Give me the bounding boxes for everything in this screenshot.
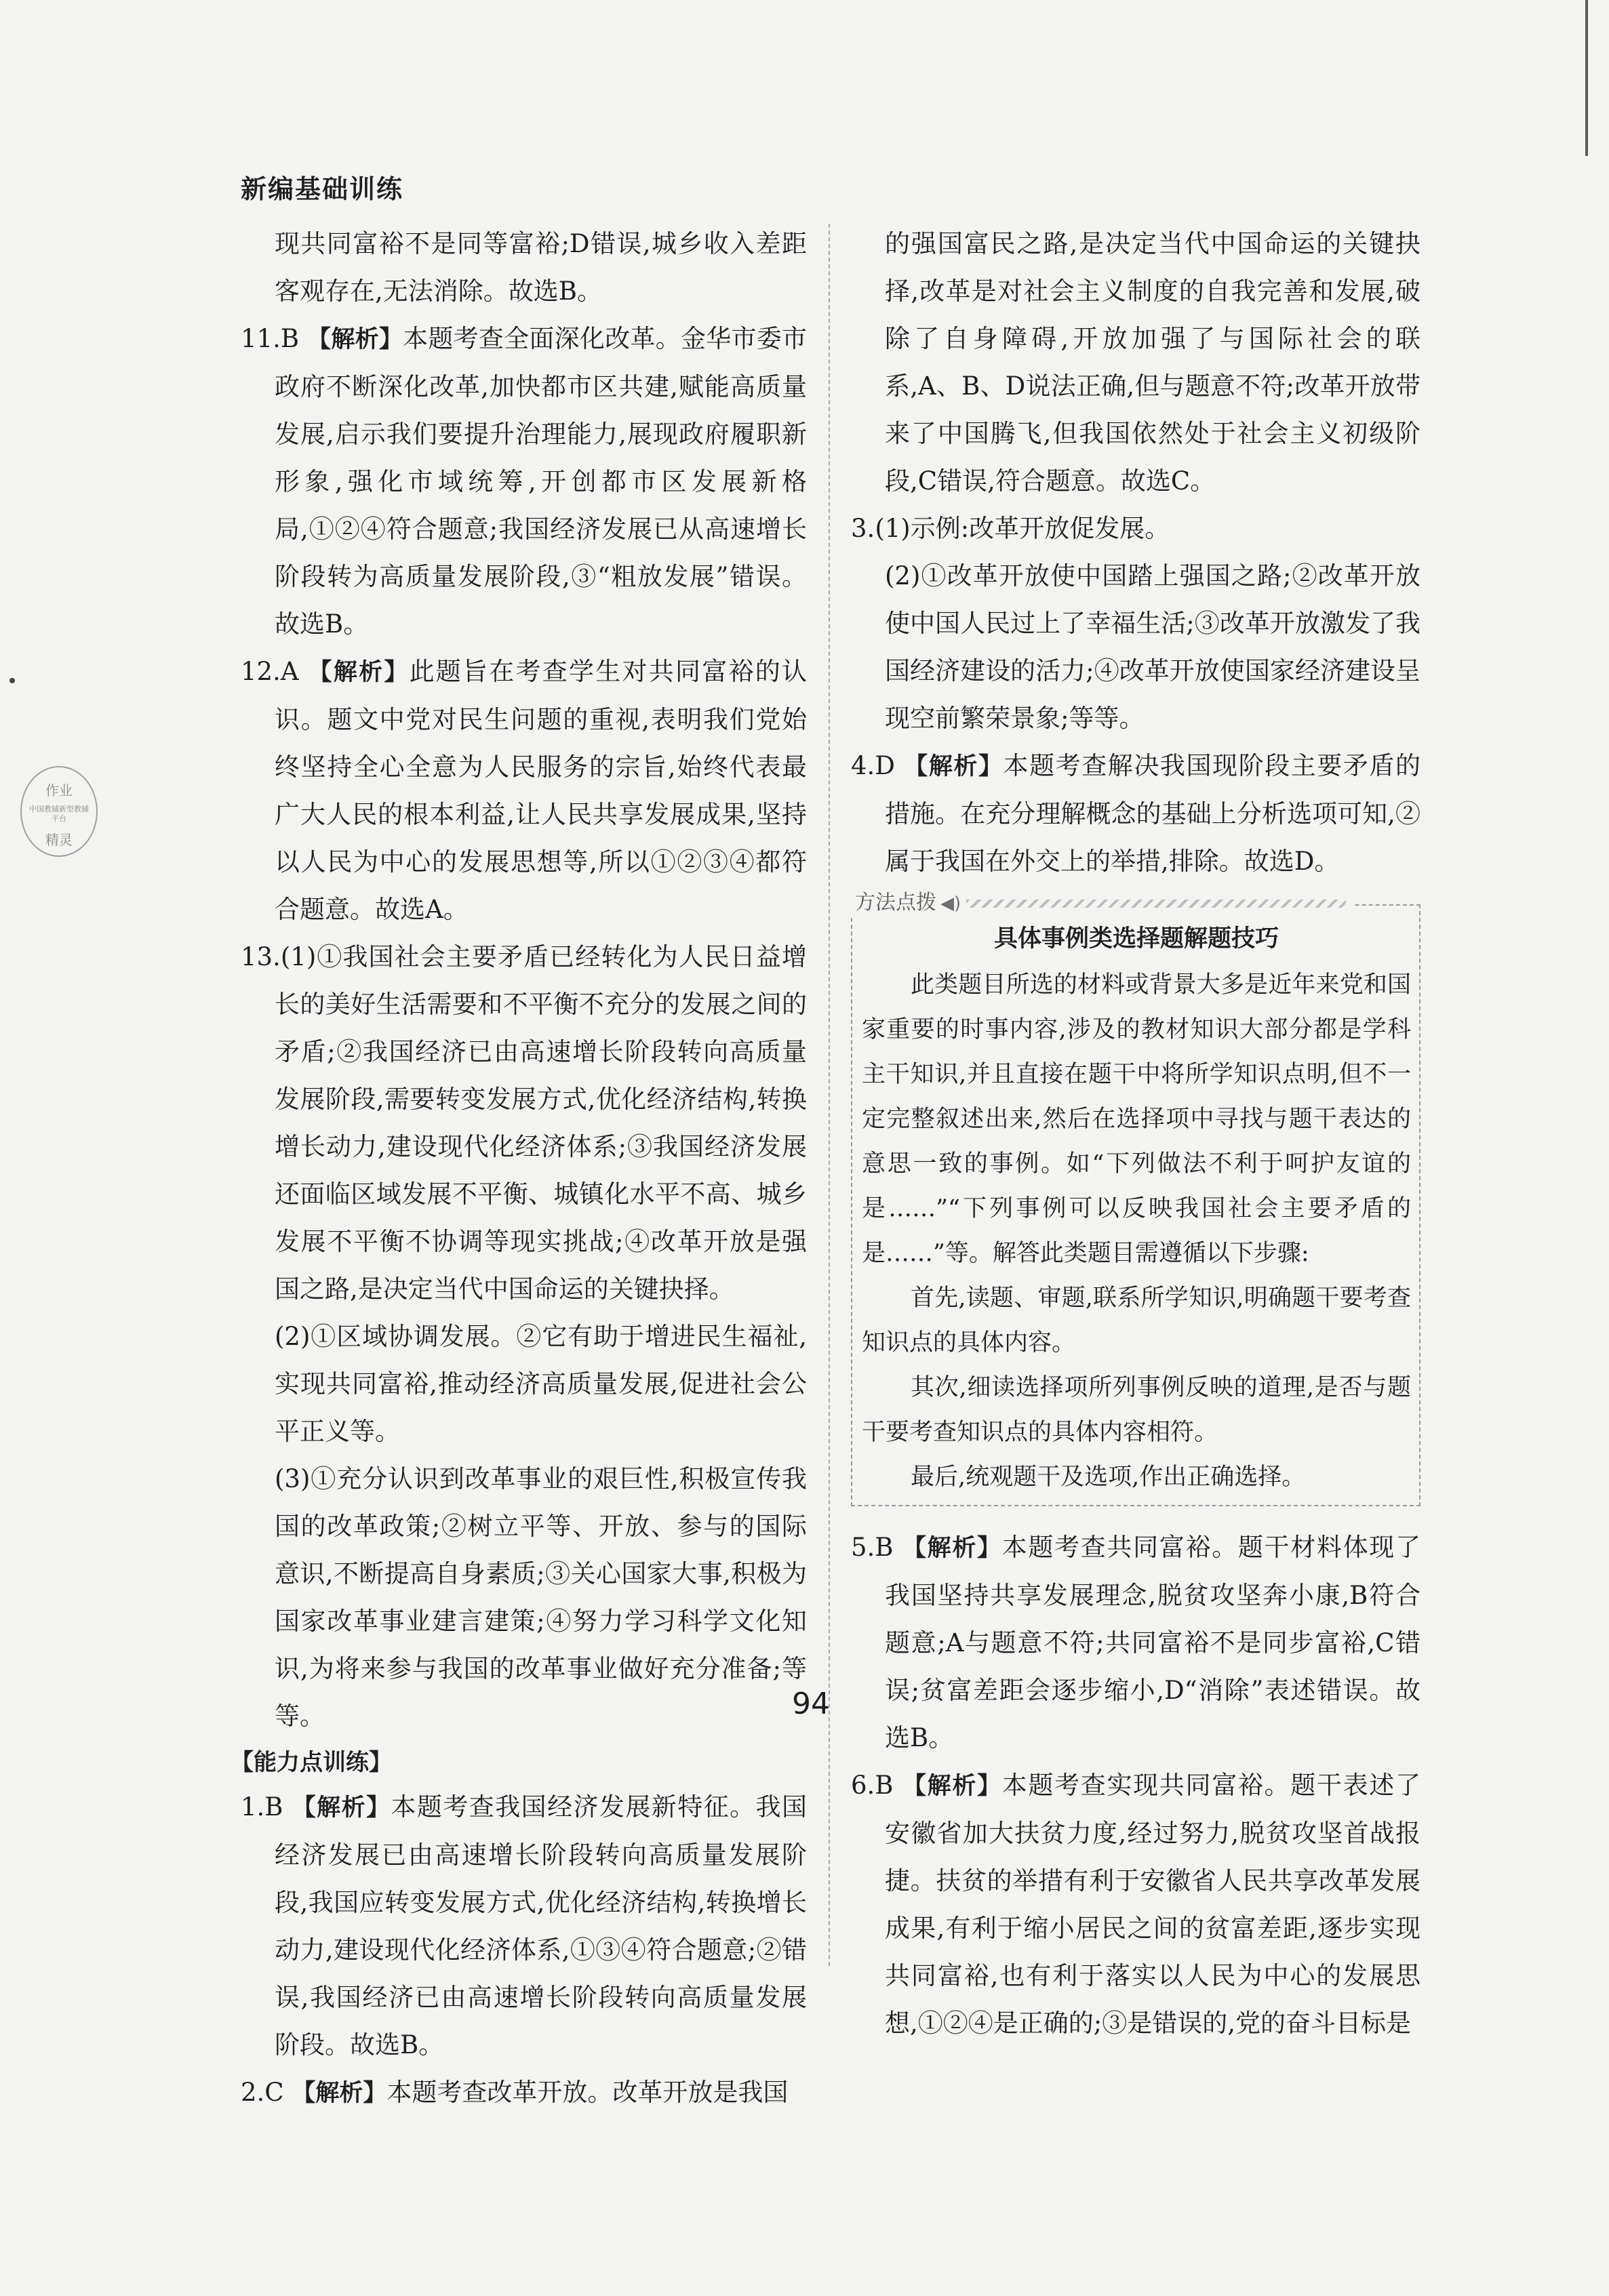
item-number: 1.B — [241, 1792, 283, 1821]
left-column — [231, 220, 808, 2117]
item-text: 本题考查改革开放。改革开放是我国 — [386, 2078, 789, 2107]
item-text: 本题考查全面深化改革。金华市委市政府不断深化改革,加快都市区共建,赋能高质量发展,启示我们要提升治理能力,展现政府履职新形象,强化市域统筹,开创都市区发展新格局,①②④符合题意;我国经济发展已从高速增长阶段转为高质量发展阶段,③“粗放发展”错误。故选B。 — [275, 324, 808, 639]
answer-item — [851, 742, 1421, 885]
item-number: 12.A — [241, 657, 299, 686]
item-number: 6.B — [851, 1771, 894, 1800]
answer-item — [241, 648, 807, 933]
stamp-bottom: 精灵 — [45, 832, 73, 848]
analysis-tag: 【解析】 — [292, 1794, 391, 1821]
answer-continuation: (3)①充分认识到改革事业的艰巨性,积极宣传我国的改革政策;②树立平等、开放、参与的国际意识,不断提高自身素质;③关心国家大事,积极为国家改革事业建言建策;④努力学习科学文化知识,为将来参与我国的改革事业做好充分准备;等等。 — [275, 1464, 807, 1731]
method-paragraph: 其次,细读选择项所列事例反映的道理,是否与题干要考查知识点的具体内容相符。 — [862, 1374, 1411, 1446]
answer-continuation: (2)①改革开放使中国踏上强国之路;②改革开放使中国人民过上了幸福生活;③改革开放激发了我国经济建设的活力;④改革开放使国家经济建设呈现空前繁荣景象;等等。 — [885, 561, 1421, 733]
method-paragraph: 首先,读题、审题,联系所学知识,明确题干要考查知识点的具体内容。 — [862, 1285, 1411, 1356]
item-number: 4.D — [851, 751, 895, 780]
method-tips-box — [851, 891, 1421, 1506]
stamp-top: 作业 — [45, 782, 73, 799]
stripe-decoration — [966, 900, 1346, 908]
item-text: 本题考查共同富裕。题干材料体现了我国坚持共享发展理念,脱贫攻坚奔小康,B符合题意;A与题意不符;共同富裕不是同步富裕,C错误;贫富差距会逐步缩小,D“消除”表述错误。故选B。 — [885, 1533, 1421, 1752]
item-number: 3. — [851, 514, 875, 543]
answer-item — [851, 1524, 1421, 1762]
answer-continuation: 的强国富民之路,是决定当代中国命运的关键抉择,改革是对社会主义制度的自我完善和发展,破除了自身障碍,开放加强了与国际社会的联系,A、B、D说法正确,但与题意不符;改革开放带来了中国腾飞,但我国依然处于社会主义初级阶段,C错误,符合题意。故选C。 — [885, 229, 1421, 496]
page-edge-line — [1585, 0, 1588, 156]
item-text: 本题考查实现共同富裕。题干表述了安徽省加大扶贫力度,经过努力,脱贫攻坚首战报捷。扶贫的举措有利于安徽省人民共享改革发展成果,有利于缩小居民之间的贫富差距,逐步实现共同富裕,也有利于落实以人民为中心的发展思想,①②④是正确的;③是错误的,党的奋斗目标是 — [885, 1771, 1421, 2038]
analysis-tag: 【解析】 — [307, 326, 403, 353]
answer-continuation: 现共同富裕不是同等富裕;D错误,城乡收入差距客观存在,无法消除。故选B。 — [275, 229, 807, 306]
section-heading: 【能力点训练】 — [231, 1749, 392, 1776]
method-label: 方法点拨 ◀) — [848, 885, 1353, 915]
analysis-tag: 【解析】 — [904, 753, 1004, 780]
item-number: 11.B — [241, 324, 300, 353]
speaker-icon: ◀) — [940, 893, 961, 914]
answer-item — [241, 1784, 807, 2069]
item-text: 本题考查我国经济发展新特征。我国经济发展已由高速增长阶段转向高质量发展阶段,我国应转变发展方式,优化经济结构,转换增长动力,建设现代化经济体系,①③④符合题意;②错误,我国经济已由高速增长阶段转向高质量发展阶段。故选B。 — [275, 1792, 807, 2059]
item-text: 本题考查解决我国现阶段主要矛盾的措施。在充分理解概念的基础上分析选项可知,②属于我国在外交上的举措,排除。故选D。 — [885, 751, 1421, 876]
answer-item — [241, 315, 807, 648]
scan-speck — [9, 678, 15, 683]
analysis-tag: 【解析】 — [902, 1773, 1002, 1800]
watermark-stamp — [20, 766, 98, 857]
item-text: (1)①我国社会主要矛盾已经转化为人民日益增长的美好生活需要和不平衡不充分的发展之间的矛盾;②我国经济已由高速增长阶段转向高质量发展阶段,需要转变发展方式,优化经济结构,转换增长动力,建设现代化经济体系;③我国经济发展还面临区域发展不平衡、城镇化水平不高、城乡发展不平衡不协调等现实挑战;④改革开放是强国之路,是决定当代中国命运的关键抉择。 — [275, 942, 807, 1304]
page-number: 94 — [792, 1687, 830, 1721]
answer-item — [851, 1762, 1421, 2047]
item-number: 5.B — [851, 1533, 894, 1562]
page-header-title: 新编基础训练 — [241, 174, 404, 204]
right-column — [851, 220, 1421, 2047]
analysis-tag: 【解析】 — [308, 659, 410, 686]
answer-continuation: (2)①区域协调发展。②它有助于增进民生福祉,实现共同富裕,推动经济高质量发展,促进社会公平正义等。 — [275, 1322, 807, 1446]
item-number: 2.C — [241, 2078, 284, 2107]
item-text: 此题旨在考查学生对共同富裕的认识。题文中党对民生问题的重视,表明我们党始终坚持全心全意为人民服务的宗旨,始终代表最广大人民的根本利益,让人民共享发展成果,坚持以人民为中心的发展思想等,所以①②③④都符合题意。故选A。 — [275, 657, 807, 924]
stamp-middle: 中国教辅新型教辅平台 — [29, 805, 89, 823]
method-paragraph: 此类题目所选的材料或背景大多是近年来党和国家重要的时事内容,涉及的教材知识大部分都是学科主干知识,并且直接在题干中将所学知识点明,但不一定完整叙述出来,然后在选择项中寻找与题干表达的意思一致的事例。如“下列做法不利于呵护友谊的是……”“下列事例可以反映我国社会主要矛盾的是……”等。解答此类题目需遵循以下步骤: — [862, 971, 1411, 1267]
analysis-tag: 【解析】 — [902, 1535, 1002, 1562]
item-text: (1)示例:改革开放促发展。 — [875, 514, 1170, 543]
answer-item — [851, 505, 1421, 552]
method-title: 具体事例类选择题解题技巧 — [993, 925, 1279, 952]
answer-item — [241, 933, 807, 1313]
item-number: 13. — [241, 942, 281, 971]
answer-item — [241, 2069, 807, 2117]
method-paragraph: 最后,统观题干及选项,作出正确选择。 — [911, 1464, 1306, 1491]
analysis-tag: 【解析】 — [292, 2080, 387, 2107]
